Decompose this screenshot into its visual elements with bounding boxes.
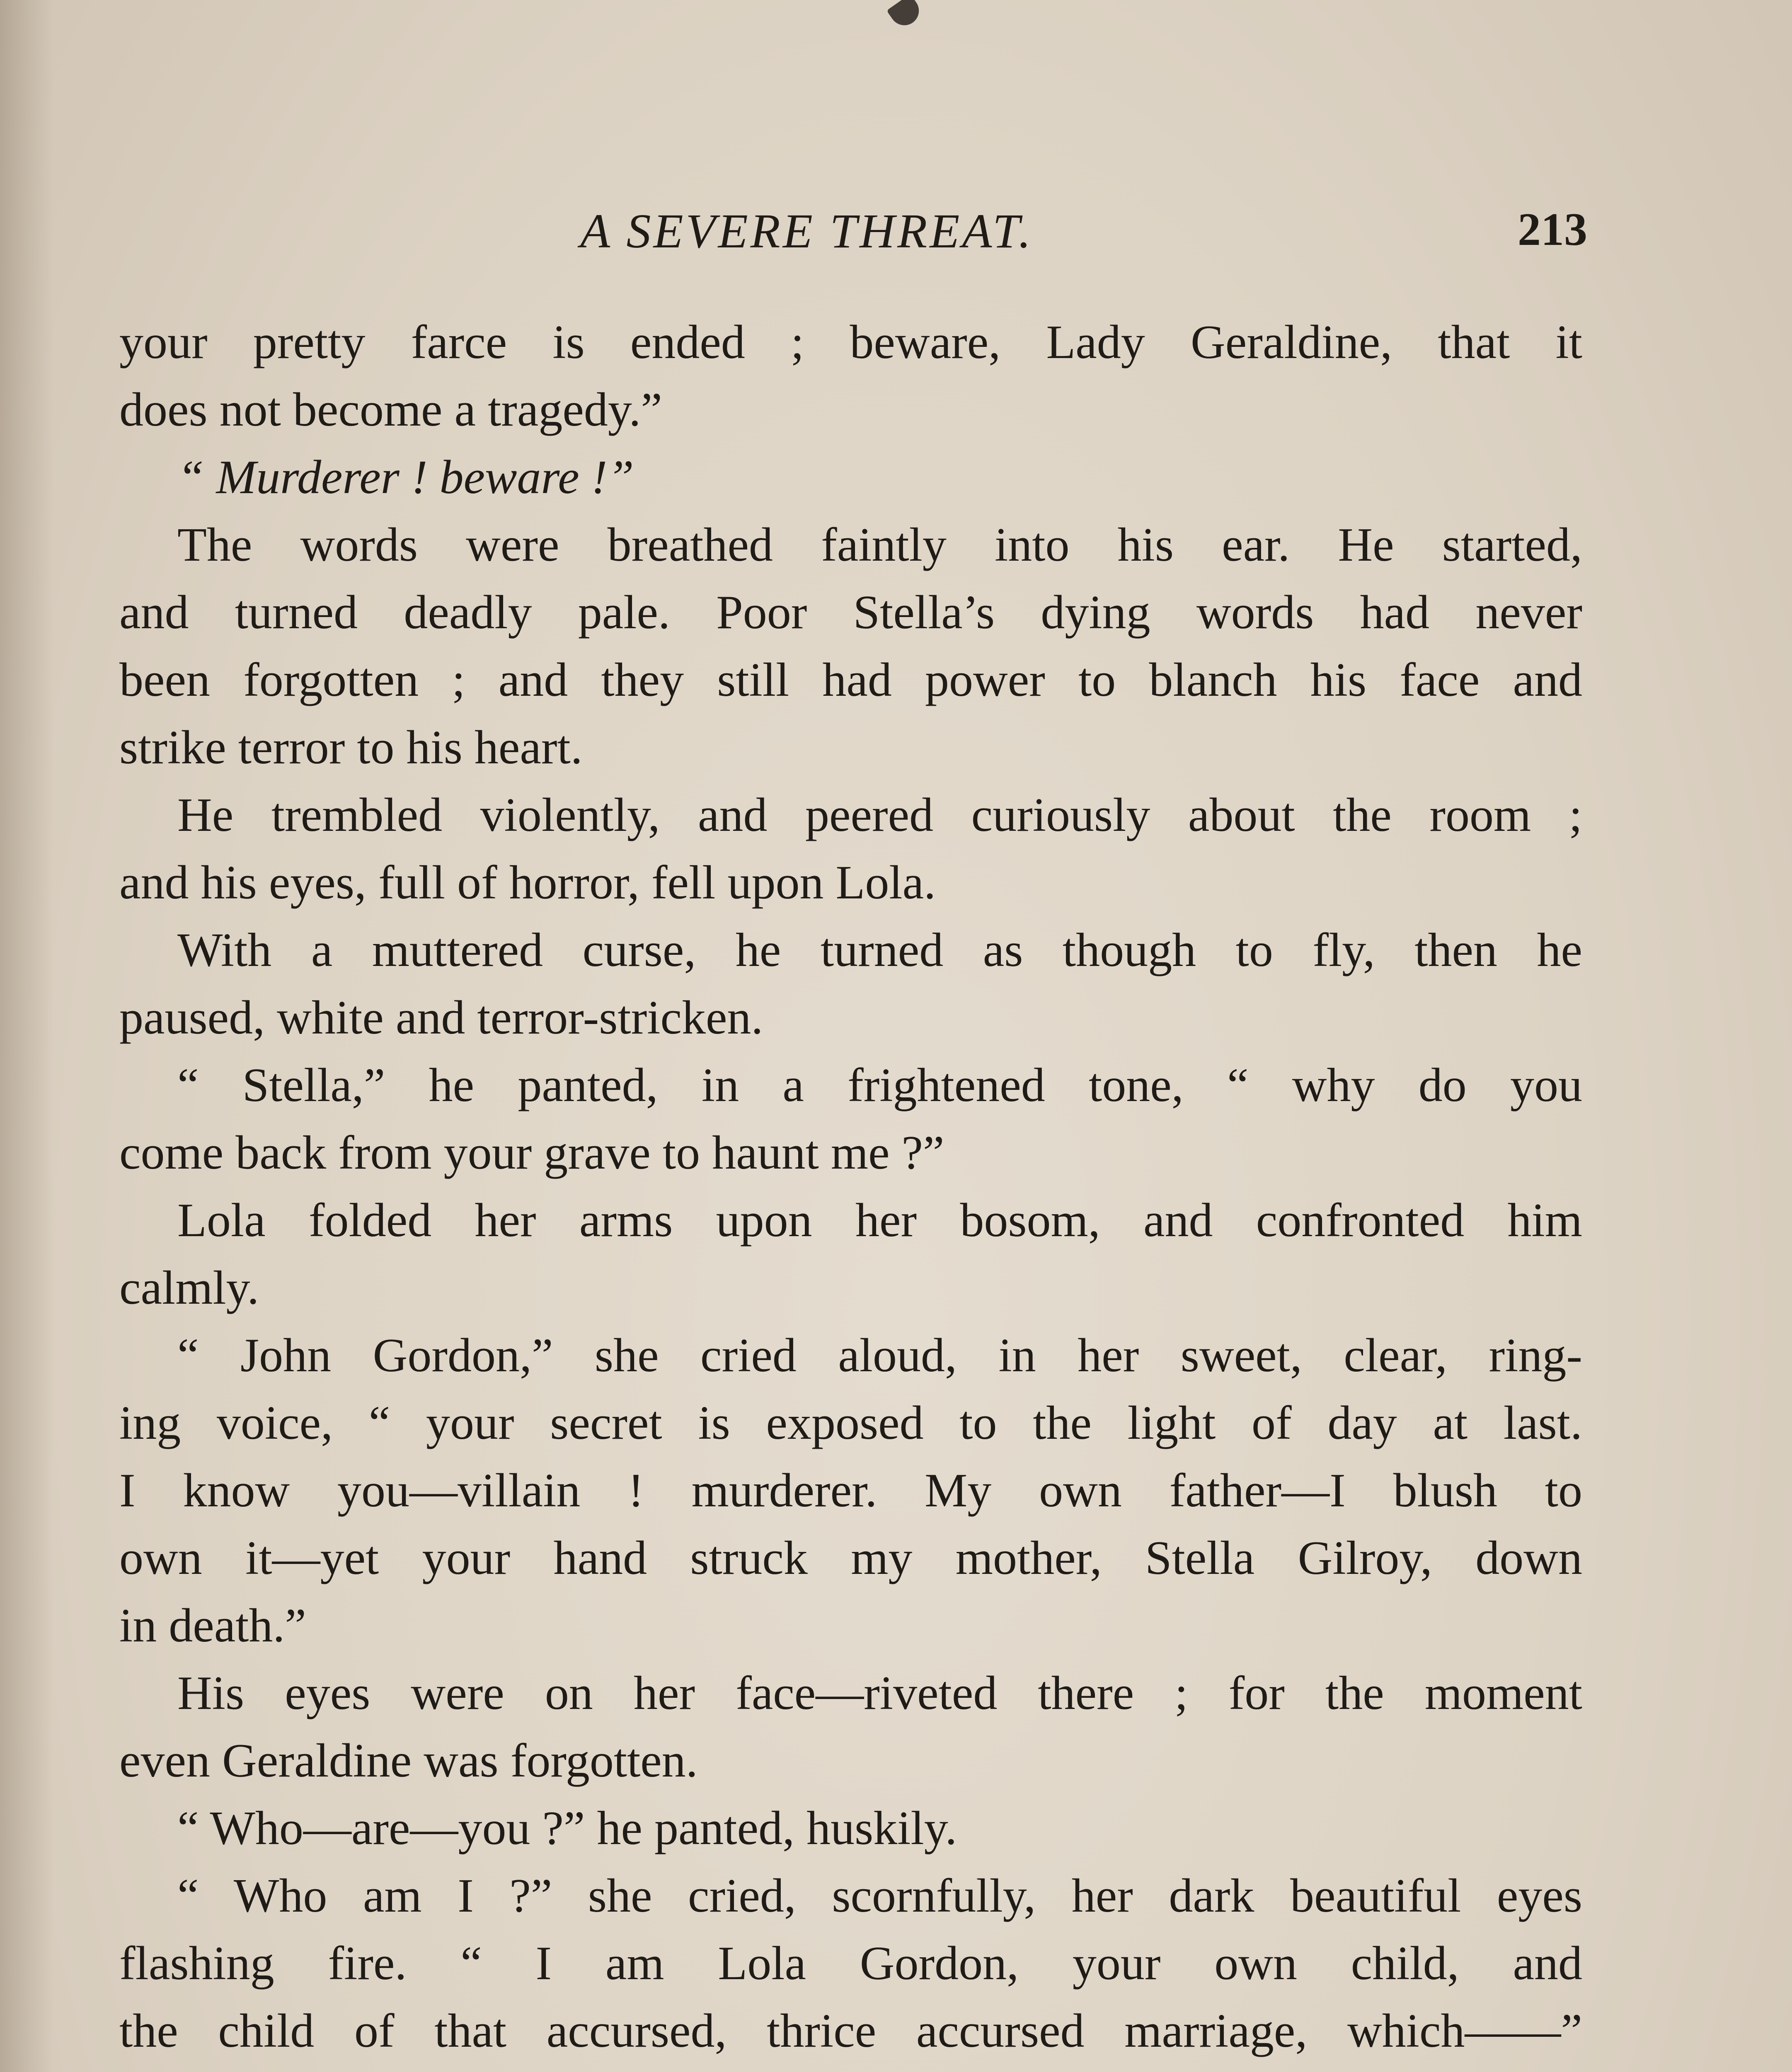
text-line: “ John Gordon,” she cried aloud, in her sweet, clear, ring- bbox=[177, 1329, 1582, 1382]
text-line: your pretty farce is ended ; beware, Lady Geraldine, that it bbox=[119, 316, 1582, 369]
text-line: He trembled violently, and peered curiously about the room ; bbox=[177, 789, 1582, 842]
text-line: “ Who am I ?” she cried, scornfully, her dark beautiful eyes bbox=[177, 1869, 1582, 1922]
text-line: “ Murderer ! beware !” bbox=[177, 451, 634, 504]
text-line: in death.” bbox=[119, 1599, 306, 1652]
text-line: does not become a tragedy.” bbox=[119, 383, 662, 436]
text-line: I know you—villain ! murderer. My own father—I blush to bbox=[119, 1464, 1582, 1517]
text-line: own it—yet your hand struck my mother, Stella Gilroy, down bbox=[119, 1532, 1582, 1585]
text-line: and turned deadly pale. Poor Stella’s dying words had never bbox=[119, 586, 1582, 639]
running-title: A SEVERE THREAT. bbox=[580, 204, 1034, 258]
text-line: paused, white and terror-stricken. bbox=[119, 991, 763, 1044]
text-line: even Geraldine was forgotten. bbox=[119, 1734, 698, 1787]
text-line: flashing fire. “ I am Lola Gordon, your own child, and bbox=[119, 1937, 1582, 1990]
text-line: With a muttered curse, he turned as though to fly, then he bbox=[177, 924, 1582, 977]
ink-mark bbox=[886, 0, 925, 31]
text-line: calmly. bbox=[119, 1261, 259, 1314]
text-line: come back from your grave to haunt me ?” bbox=[119, 1126, 944, 1179]
text-line: “ Who—are—you ?” he panted, huskily. bbox=[177, 1802, 957, 1855]
text-line: the child of that accursed, thrice accursed marriage, which——” bbox=[119, 2004, 1582, 2057]
text-line bbox=[119, 2065, 1582, 2072]
text-line: and his eyes, full of horror, fell upon Lola. bbox=[119, 856, 936, 909]
text-line: strike terror to his heart. bbox=[119, 721, 583, 774]
text-line: been forgotten ; and they still had power to blanch his face and bbox=[119, 654, 1582, 707]
page-number: 213 bbox=[1518, 204, 1587, 255]
text-line: ing voice, “ your secret is exposed to the light of day at last. bbox=[119, 1397, 1582, 1450]
body-text bbox=[119, 309, 1582, 2072]
text-line: “ Stella,” he panted, in a frightened tone, “ why do you bbox=[177, 1059, 1582, 1112]
text-line: His eyes were on her face—riveted there ; for the moment bbox=[177, 1667, 1582, 1720]
page-edge-shadow bbox=[0, 0, 54, 2072]
text-line: The words were breathed faintly into his ear. He started, bbox=[177, 518, 1582, 571]
text-line: Lola folded her arms upon her bosom, and confronted him bbox=[177, 1194, 1582, 1247]
running-head bbox=[120, 203, 1587, 278]
